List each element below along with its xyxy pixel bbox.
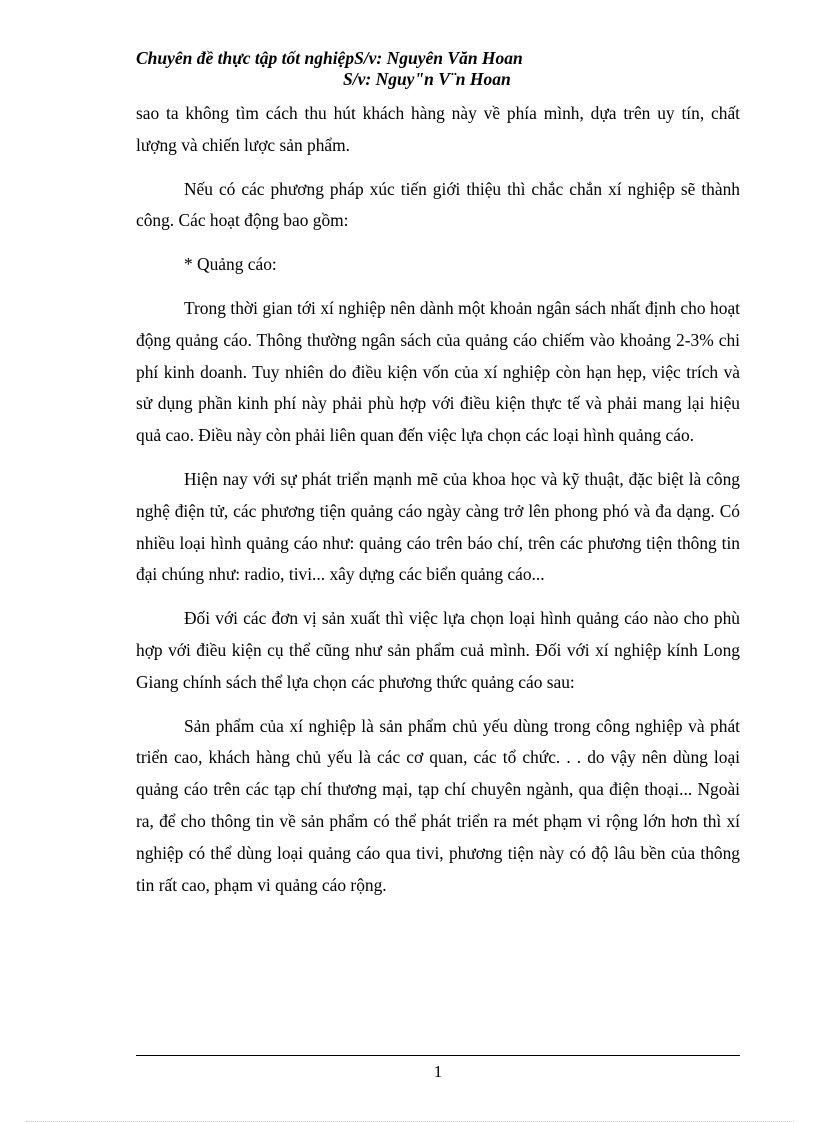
header-author: S/v: Nguy"n V¨n Hoan [343,69,511,89]
page-bottom-border [26,1121,794,1122]
paragraph-continuation: sao ta không tìm cách thu hút khách hàng này về phía mình, dựa trên uy tín, chất lượng và chiến lược sản phẩm. [136,103,740,155]
paragraph: Nếu có các phương pháp xúc tiến giới thiệu thì chắc chắn xí nghiệp sẽ thành công. Các hoạt động bao gồm: [136,178,740,231]
paragraph: Hiện nay với sự phát triển mạnh mẽ của khoa học và kỹ thuật, đặc biệt là công nghệ điện tử, các phương tiện quảng cáo ngày càng trở lên phong phó và đa dạng. Có nhiều loại hình quảng cáo như: quảng cáo trên báo chí, trên các phương tiện thông tin đại chúng như: radio, tivi... xây dựng các biển quảng cáo... [136,468,740,585]
paragraph: Trong thời gian tới xí nghiệp nên dành một khoản ngân sách nhất định cho hoạt động quảng cáo. Thông thường ngân sách của quảng cáo chiếm vào khoảng 2-3% chi phí kinh doanh. Tuy nhiên do điều kiện vốn của xí nghiệp còn hạn hẹp, việc trích và sử dụng phần kinh phí này phải phù hợp với điều kiện thực tế và phải mang lại hiệu quả cao. Điều này còn phải liên quan đến việc lựa chọn các loại hình quảng cáo. [136,297,740,446]
body-text [136,98,740,913]
section-heading-advertising: * Quảng cáo: [184,254,277,275]
page-number: 1 [433,1062,443,1081]
paragraph: Đối với các đơn vị sản xuất thì việc lựa chọn loại hình quảng cáo nào cho phù hợp với điều kiện cụ thể cũng như sản phẩm cuả mình. Đối với xí nghiệp kính Long Giang chính sách thể lựa chọn các phương thức quảng cáo sau: [136,608,740,692]
running-header [136,48,756,90]
footer-divider [136,1055,740,1056]
paragraph: Sản phẩm của xí nghiệp là sản phẩm chủ yếu dùng trong công nghiệp và phát triển cao, khách hàng chủ yếu là các cơ quan, các tổ chức. . . do vậy nên dùng loại quảng cáo trên các tạp chí thương mại, tạp chí chuyên ngành, qua điện thoại... Ngoài ra, để cho thông tin về sản phẩm có thể phát triển ra mét phạm vi rộng lớn hơn thì xí nghiệp có thể dùng loại quảng cáo qua tivi, phương tiện này có độ lâu bền của thông tin rất cao, phạm vi quảng cáo rộng. [136,715,740,895]
header-title: Chuyên đề thực tập tốt nghiệpS/v: Nguyên Văn Hoan [136,48,523,68]
